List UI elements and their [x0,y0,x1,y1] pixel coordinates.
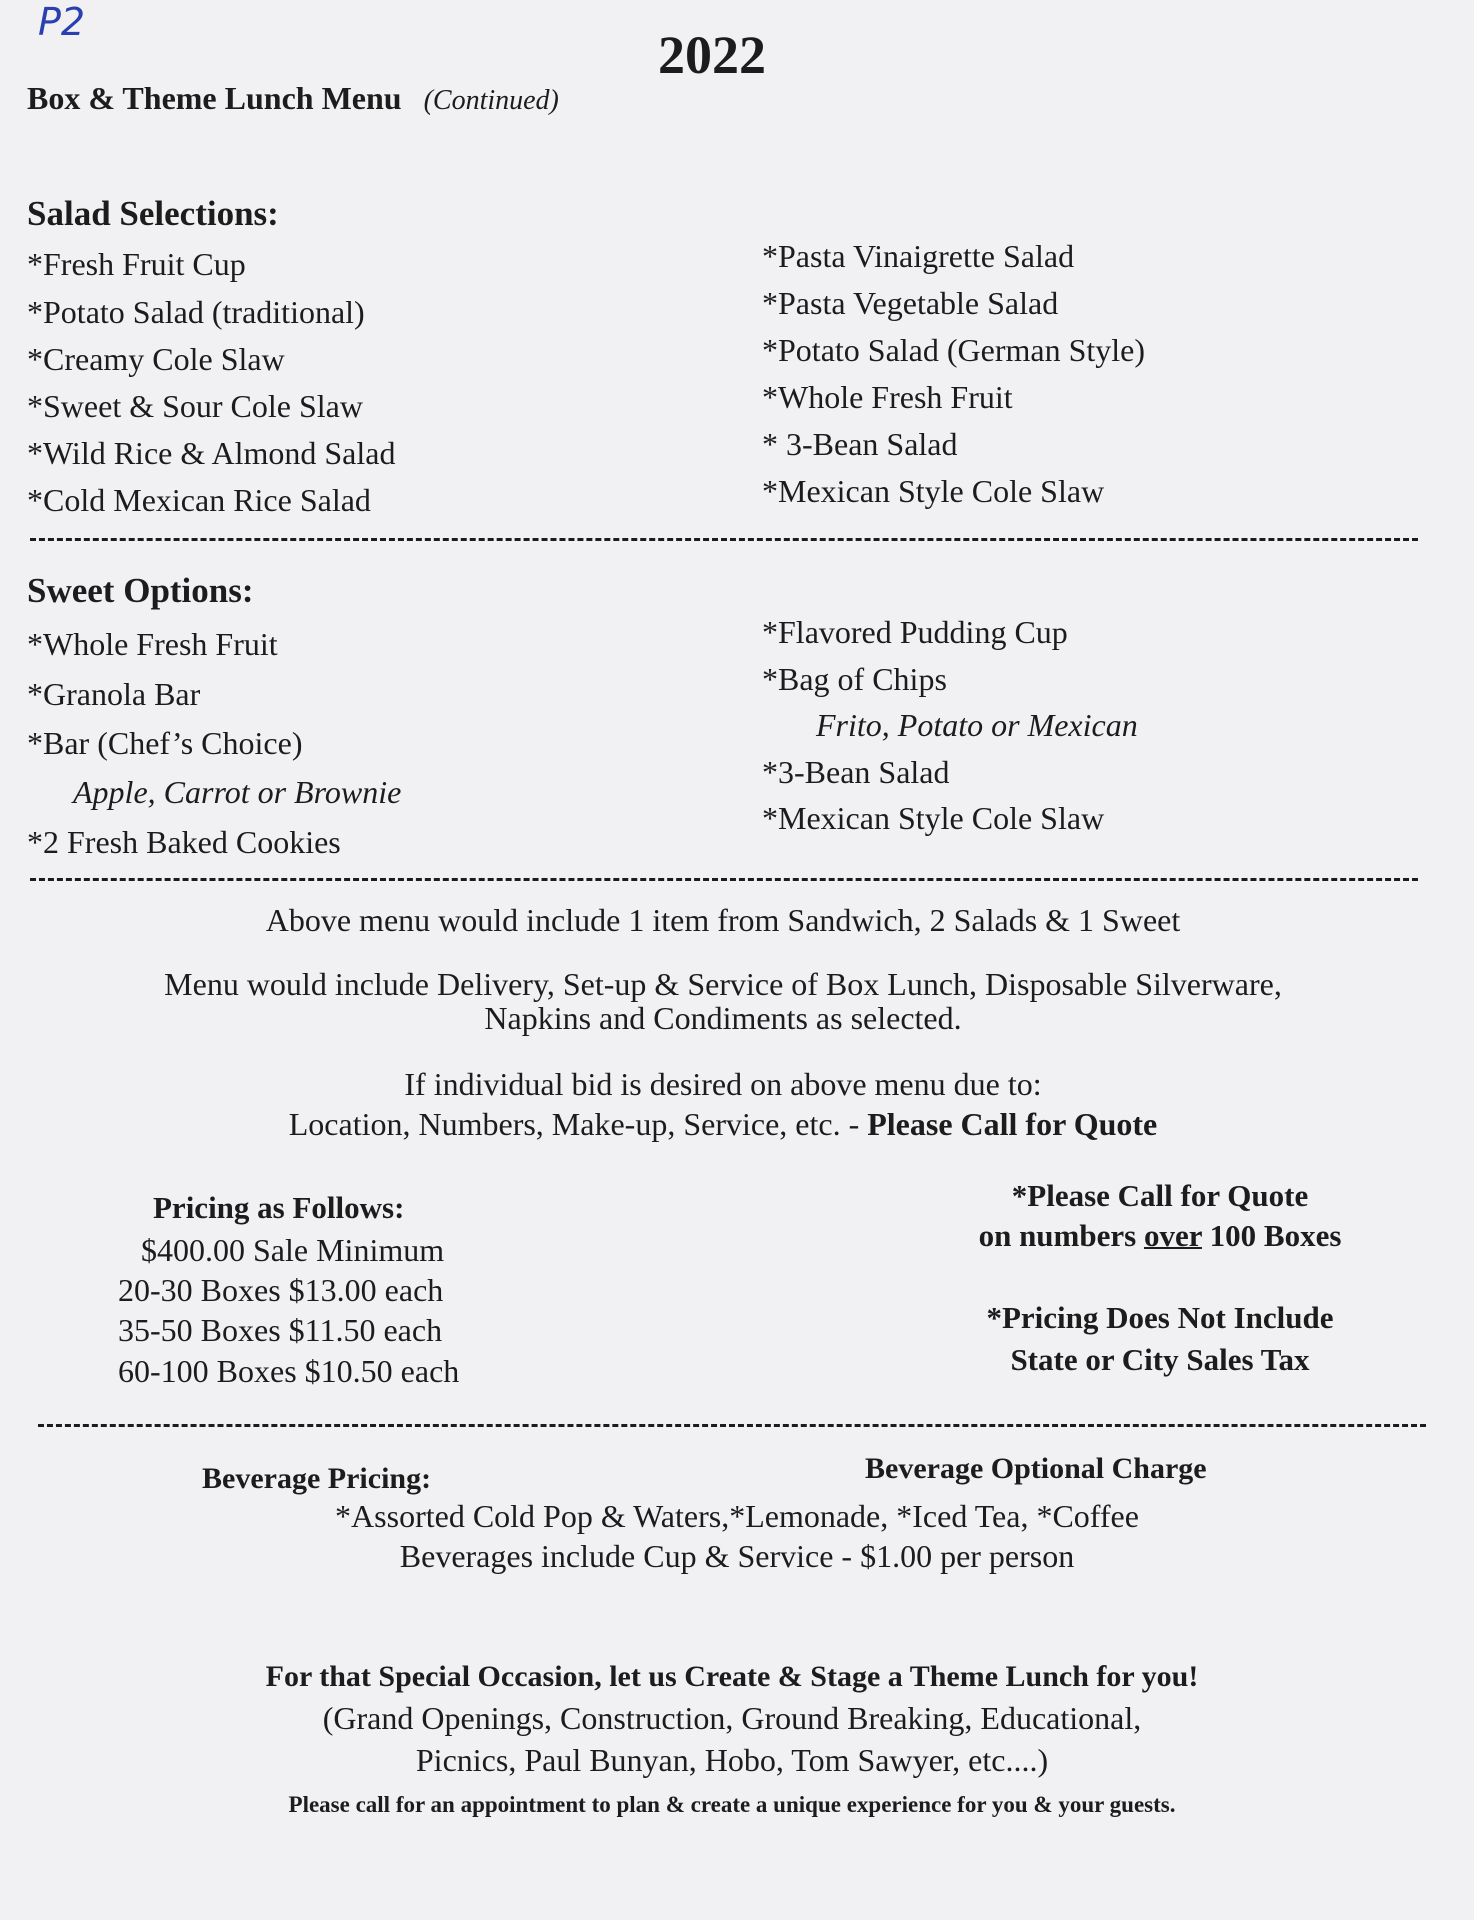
menu-inclusion-line: Above menu would include 1 item from Sandwich, 2 Salads & 1 Sweet [265,902,1181,938]
sweet-item: *Bar (Chef’s Choice) [27,725,303,761]
beverage-service-line: Beverages include Cup & Service - $1.00 per person [399,1538,1075,1574]
page-title: Box & Theme Lunch Menu [27,80,402,116]
salad-item: *Sweet & Sour Cole Slaw [27,388,363,424]
individual-bid-line: If individual bid is desired on above menu due to: [404,1066,1042,1102]
beverage-heading: Beverage Pricing: [202,1462,432,1495]
quote-note-line [930,1218,1390,1254]
quote-note-line: *Please Call for Quote [1011,1178,1309,1213]
special-occasion-line: (Grand Openings, Construction, Ground Breaking, Educational, [322,1700,1142,1736]
salad-item: *Pasta Vegetable Salad [762,285,1059,321]
pricing-heading: Pricing as Follows: [153,1190,405,1225]
salad-item: *Potato Salad (German Style) [762,332,1146,368]
tax-note-line: State or City Sales Tax [1010,1342,1310,1377]
sale-minimum: $400.00 Sale Minimum [141,1232,445,1268]
special-occasion-line: Picnics, Paul Bunyan, Hobo, Tom Sawyer, etc....) [415,1742,1049,1778]
salad-item: *Mexican Style Cole Slaw [762,473,1105,509]
individual-bid-text: Location, Numbers, Make-up, Service, etc. - [288,1106,860,1142]
menu-service-line: Napkins and Condiments as selected. [484,1000,962,1036]
salad-item: *Fresh Fruit Cup [27,246,246,282]
page-subtitle: (Continued) [423,85,559,116]
handwritten-page-note: P2 [38,0,86,44]
quote-note-text: 100 Boxes [1209,1218,1342,1253]
sweet-item: *Bag of Chips [762,661,947,697]
salad-item: *Wild Rice & Almond Salad [27,435,396,471]
salad-item: *Pasta Vinaigrette Salad [762,238,1075,274]
beverage-optional-heading: Beverage Optional Charge [865,1452,1207,1485]
salad-heading: Salad Selections: [27,194,279,233]
special-occasion-heading: For that Special Occasion, let us Create & Stage a Theme Lunch for you! [265,1660,1199,1693]
sweet-item: *2 Fresh Baked Cookies [27,824,341,860]
sweet-heading: Sweet Options: [27,571,254,610]
section-divider [38,1424,1426,1427]
sweet-item: *Granola Bar [27,676,201,712]
sweet-subitem: Frito, Potato or Mexican [816,707,1138,743]
pricing-tier: 60-100 Boxes $10.50 each [118,1353,460,1389]
quote-note-emphasis: over [1143,1218,1202,1253]
salad-item: *Creamy Cole Slaw [27,341,285,377]
salad-item: * 3-Bean Salad [762,426,958,462]
menu-service-line: Menu would include Delivery, Set-up & Service of Box Lunch, Disposable Silverware, [164,966,1282,1002]
sweet-item: *Mexican Style Cole Slaw [762,800,1105,836]
pricing-tier: 20-30 Boxes $13.00 each [118,1272,444,1308]
salad-item: *Potato Salad (traditional) [27,294,365,330]
quote-note-text: on numbers [978,1218,1137,1253]
individual-bid-reasons [0,1108,1446,1140]
beverage-items: *Assorted Cold Pop & Waters,*Lemonade, *Iced Tea, *Coffee [335,1498,1139,1534]
pricing-tier: 35-50 Boxes $11.50 each [118,1312,443,1348]
sweet-item: *3-Bean Salad [762,754,950,790]
call-for-quote-text: Please Call for Quote [867,1106,1158,1142]
appointment-line: Please call for an appointment to plan & create a unique experience for you & your guests. [288,1792,1176,1817]
section-divider [30,538,1418,541]
year-heading: 2022 [658,25,766,85]
salad-item: *Whole Fresh Fruit [762,379,1013,415]
salad-item: *Cold Mexican Rice Salad [27,482,371,518]
sweet-subitem: Apple, Carrot or Brownie [73,774,402,810]
section-divider [30,878,1418,881]
sweet-item: *Whole Fresh Fruit [27,626,278,662]
tax-note-line: *Pricing Does Not Include [986,1300,1334,1335]
sweet-item: *Flavored Pudding Cup [762,614,1068,650]
page-title-row [27,80,559,117]
